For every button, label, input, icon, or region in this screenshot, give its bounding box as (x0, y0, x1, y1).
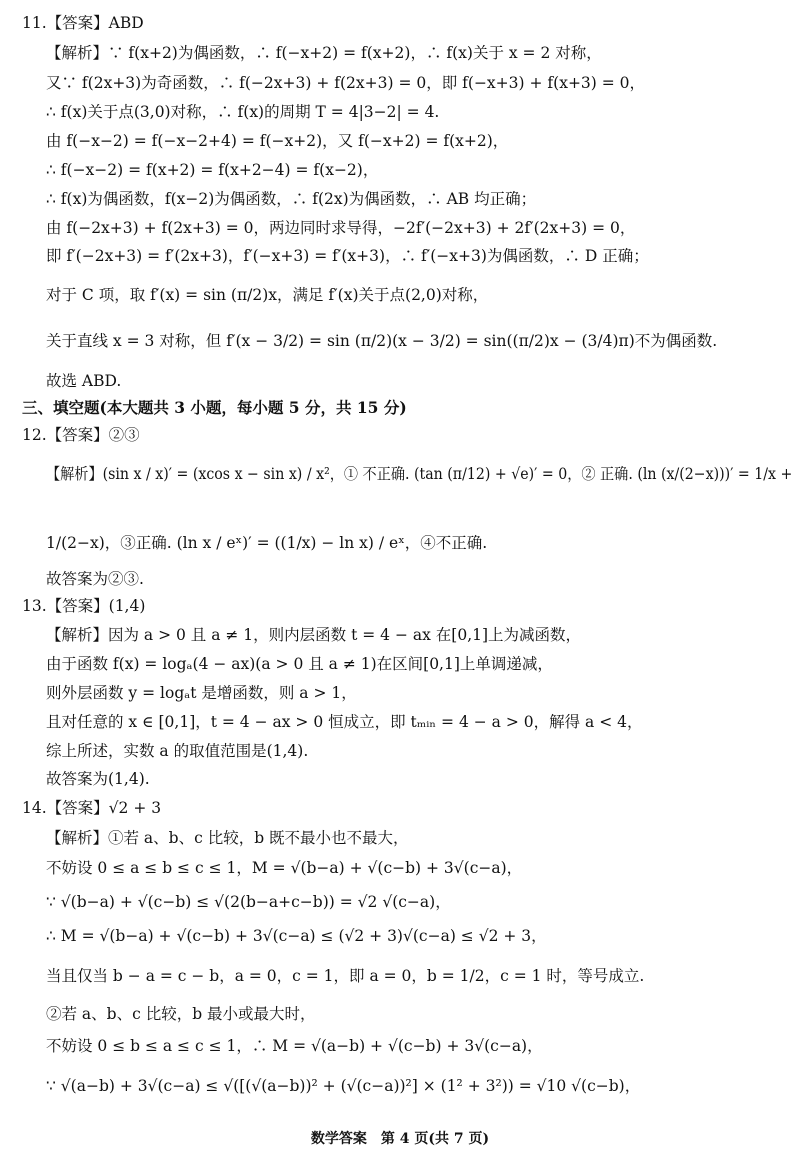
q12-conclusion: 故答案为②③. (46, 570, 144, 588)
q12-analysis-line: 1/(2−x)，③正确. (ln x / eˣ)′ = ((1/x) − ln x) / eˣ，④不正确. (46, 534, 488, 552)
q14-analysis-line: ∵ √(a−b) + 3√(c−a) ≤ √([(√(a−b))² + (√(c−a))²] × (1² + 3²)) = √10 √(c−b)， (46, 1077, 641, 1095)
q11-analysis-line: 即 f′(−2x+3) = f′(2x+3)，f′(−x+3) = f′(x+3)，∴ f′(−x+3)为偶函数，∴ D 正确； (46, 247, 649, 265)
q14-answer: 14.【答案】√2 + 3 (22, 799, 162, 817)
q11-analysis-line: 由 f(−x−2) = f(−x−2+4) = f(−x+2)，又 f(−x+2) = f(x+2)， (46, 132, 509, 150)
q13-conclusion: 故答案为(1,4). (46, 770, 150, 788)
q13-answer: 13.【答案】(1,4) (22, 597, 146, 615)
q11-analysis-line: 由 f(−2x+3) + f(2x+3) = 0，两边同时求导得，−2f′(−2x+3) + 2f′(2x+3) = 0， (46, 219, 636, 237)
q13-analysis-line: 【解析】因为 a > 0 且 a ≠ 1，则内层函数 t = 4 − ax 在[0,1]上为减函数， (46, 626, 582, 644)
q11-analysis-line: ∴ f(x)为偶函数，f(x−2)为偶函数，∴ f(2x)为偶函数，∴ AB 均正确； (46, 190, 537, 208)
q11-analysis-line: 关于直线 x = 3 对称，但 f′(x − 3/2) = sin (π/2)(x − 3/2) = sin((π/2)x − (3/4)π)不为偶函数. (46, 332, 718, 350)
q14-analysis-line: 不妨设 0 ≤ a ≤ b ≤ c ≤ 1，M = √(b−a) + √(c−b) + 3√(c−a)， (46, 859, 523, 877)
q11-analysis-line: 【解析】∵ f(x+2)为偶函数，∴ f(−x+2) = f(x+2)，∴ f(x)关于 x = 2 对称， (46, 44, 602, 62)
q13-analysis-line: 由于函数 f(x) = logₐ(4 − ax)(a > 0 且 a ≠ 1)在区间[0,1]上单调递减， (46, 655, 553, 673)
q11-answer: 11.【答案】ABD (22, 14, 144, 32)
q12-answer: 12.【答案】②③ (22, 426, 140, 444)
page-footer: 数学答案 第 4 页(共 7 页) (310, 1131, 490, 1147)
q11-analysis-line: ∴ f(−x−2) = f(x+2) = f(x+2−4) = f(x−2)， (46, 161, 379, 179)
q11-analysis-line: 对于 C 项，取 f′(x) = sin (π/2)x，满足 f′(x)关于点(2,0)对称， (46, 286, 489, 304)
q14-analysis-line: 不妨设 0 ≤ b ≤ a ≤ c ≤ 1，∴ M = √(a−b) + √(c−b) + 3√(c−a)， (46, 1037, 543, 1055)
q14-analysis-line: 【解析】①若 a、b、c 比较，b 既不最小也不最大， (46, 829, 409, 847)
q13-analysis-line: 综上所述，实数 a 的取值范围是(1,4). (46, 742, 309, 760)
q13-analysis-line: 且对任意的 x ∈ [0,1]，t = 4 − ax > 0 恒成立，即 tₘᵢₙ = 4 − a > 0，解得 a < 4， (46, 713, 643, 731)
q14-analysis-line: 当且仅当 b − a = c − b，a = 0，c = 1，即 a = 0，b = 1/2，c = 1 时，等号成立. (46, 967, 645, 985)
section-heading: 三、填空题(本大题共 3 小题，每小题 5 分，共 15 分) (22, 398, 407, 417)
q14-analysis-line: ∵ √(b−a) + √(c−b) ≤ √(2(b−a+c−b)) = √2 √(c−a)， (46, 893, 451, 911)
q11-analysis-line: 又∵ f(2x+3)为奇函数，∴ f(−2x+3) + f(2x+3) = 0，即 f(−x+3) + f(x+3) = 0， (46, 74, 646, 92)
q14-analysis-line: ②若 a、b、c 比较，b 最小或最大时， (46, 1005, 316, 1023)
q11-conclusion: 故选 ABD. (46, 372, 122, 390)
q12-analysis-line: 【解析】(sin x / x)′ = (xcos x − sin x) / x²，① 不正确. (tan (π/12) + √e)′ = 0，② 正确. (ln (x/(2−x)))′ = 1/x + (46, 465, 793, 483)
q11-analysis-line: ∴ f(x)关于点(3,0)对称，∴ f(x)的周期 T = 4|3−2| = 4. (46, 103, 440, 121)
q13-analysis-line: 则外层函数 y = logₐt 是增函数，则 a > 1， (46, 684, 357, 702)
q14-analysis-line: ∴ M = √(b−a) + √(c−b) + 3√(c−a) ≤ (√2 + 3)√(c−a) ≤ √2 + 3， (46, 927, 547, 945)
